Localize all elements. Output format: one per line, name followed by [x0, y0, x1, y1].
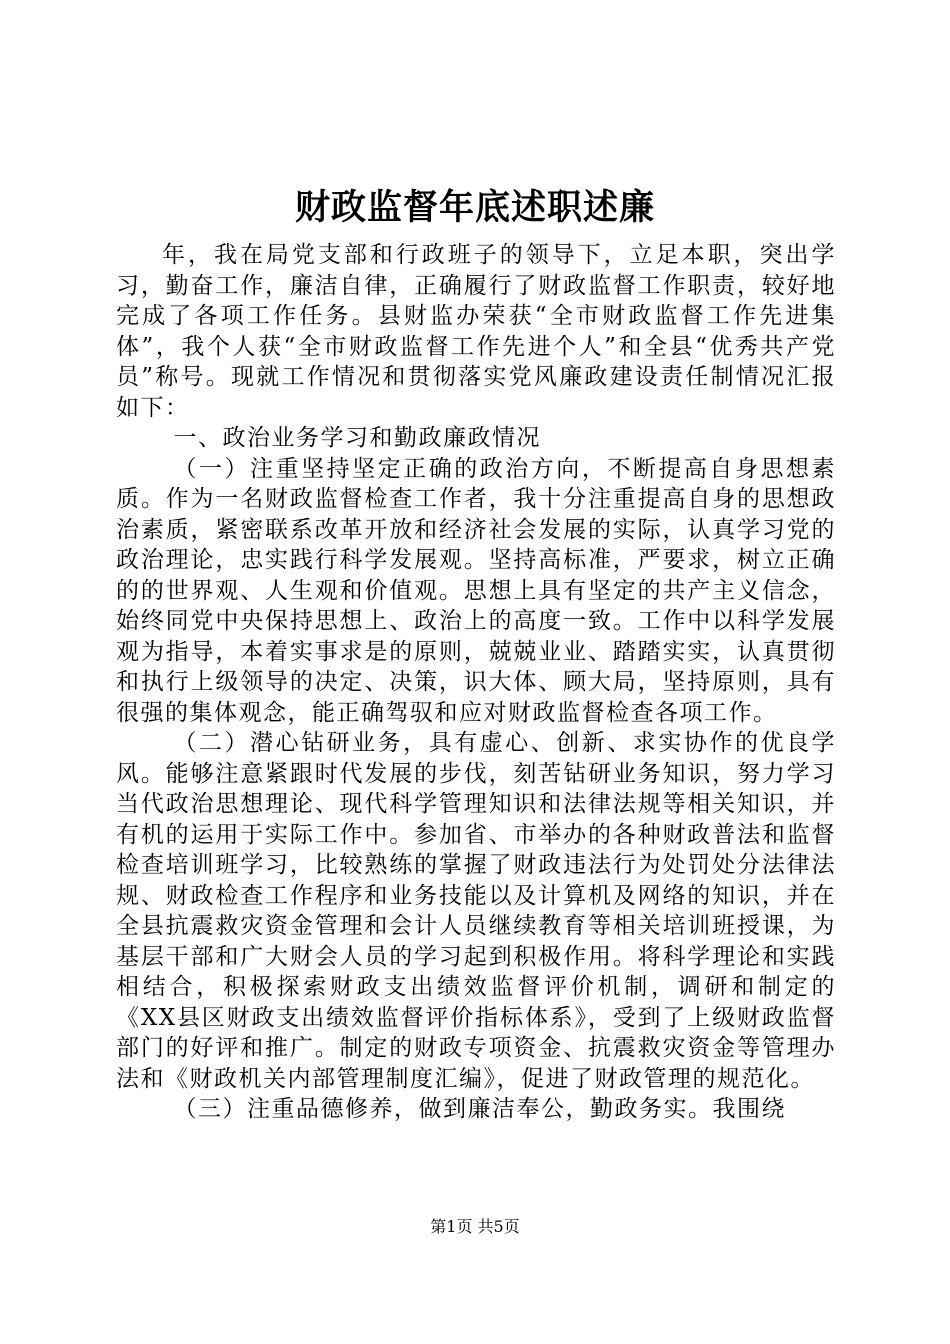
page-number: 第1页 共5页: [430, 1217, 520, 1236]
paragraph-intro: 年，我在局党支部和行政班子的领导下，立足本职，突出学习，勤奋工作，廉洁自律，正确履行了财政监督工作职责，较好地完成了各项工作任务。县财监办荣获“全市财政监督工作先进集体”，我个人获“全市财政监督工作先进个人”和全县“优秀共产党员”称号。现就工作情况和贯彻落实党风廉政建设责任制情况汇报如下：: [116, 242, 836, 421]
section-heading: 一、政治业务学习和勤政廉政情况: [173, 425, 541, 451]
paragraph-item-2: （二）潜心钻研业务，具有虚心、创新、求实协作的优良学风。能够注意紧跟时代发展的步伐，刻苦钻研业务知识，努力学习当代政治思想理论、现代科学管理知识和法律法规等相关知识，并有机的运用于实际工作中。参加省、市举办的各种财政普法和监督检查培训班学习，比较熟练的掌握了财政违法行为处罚处分法律法规、财政检查工作程序和业务技能以及计算机及网络的知识，并在全县抗震救灾资金管理和会计人员继续教育等相关培训班授课，为基层干部和广大财会人员的学习起到积极作用。将科学理论和实践相结合，积极探索财政支出绩效监督评价机制，调研和制定的《XX县区财政支出绩效监督评价指标体系》，受到了上级财政监督部门的好评和推广。制定的财政专项资金、抗震救灾资金等管理办法和《财政机关内部管理制度汇编》，促进了财政管理的规范化。: [116, 730, 836, 1092]
document-title: 财政监督年底述职述廉: [294, 187, 655, 228]
paragraph-item-3: （三）注重品德修养，做到廉洁奉公，勤政务实。我围绕: [173, 1096, 786, 1122]
paragraph-item-1: （一）注重坚持坚定正确的政治方向，不断提高自身思想素质。作为一名财政监督检查工作者，我十分注重提高自身的思想政治素质，紧密联系改革开放和经济社会发展的实际，认真学习党的政治理论，忠实践行科学发展观。坚持高标准，严要求，树立正确的的世界观、人生观和价值观。思想上具有坚定的共产主义信念，始终同党中央保持思想上、政治上的高度一致。工作中以科学发展观为指导，本着实事求是的原则，兢兢业业、踏踏实实，认真贯彻和执行上级领导的决定、决策，识大体、顾大局，坚持原则，具有很强的集体观念，能正确驾驭和应对财政监督检查各项工作。: [116, 455, 836, 726]
document-body: [116, 240, 836, 1125]
